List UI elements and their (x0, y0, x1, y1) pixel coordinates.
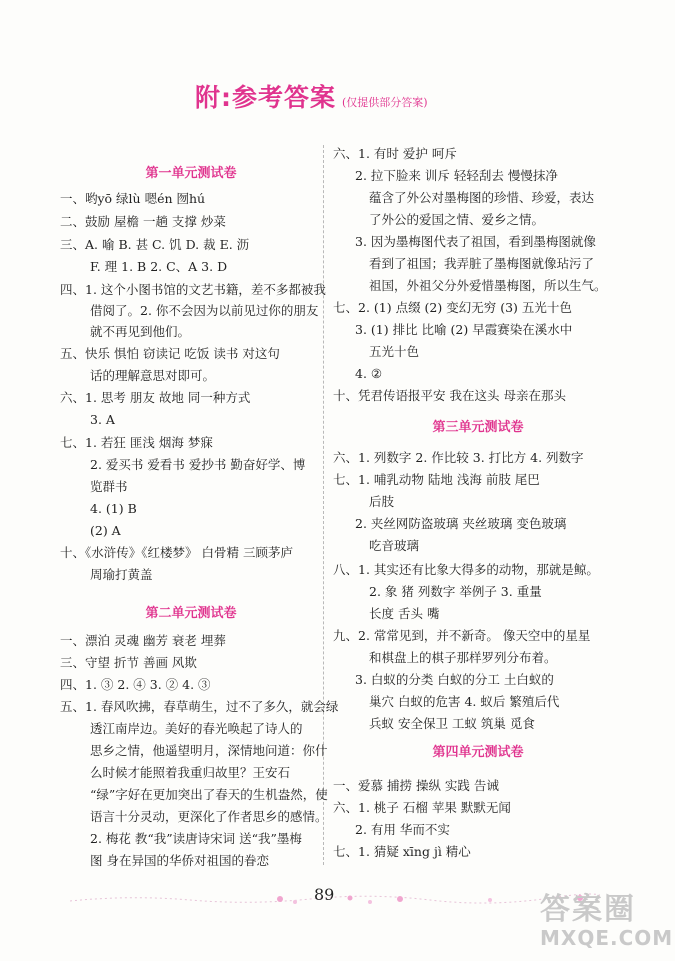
answer-line: 思乡之情，他遥望明月，深情地问道：你什 (90, 743, 328, 758)
answer-line: 三、A. 喻 B. 甚 C. 饥 D. 裁 E. 沥 (60, 237, 250, 252)
answer-line: 蕴含了外公对墨梅图的珍惜、珍爱，表达 (369, 190, 595, 205)
answer-line: 2. 有用 华而不实 (355, 822, 450, 837)
answer-line: 后肢 (369, 494, 395, 509)
watermark-url: MXQE.COM (540, 926, 674, 950)
answer-line: 巢穴 白蚁的危害 4. 蚁后 繁殖后代 (369, 694, 560, 709)
answer-line: 十、凭君传语报平安 我在这头 母亲在那头 (333, 388, 566, 403)
answer-header (195, 78, 428, 114)
section-title-unit-4: 第四单元测试卷 (432, 745, 524, 760)
answer-line: 4. ② (355, 366, 383, 381)
answer-line: 六、1. 桃子 石榴 苹果 默默无闻 (333, 800, 511, 815)
answer-line: 语言十分灵动，更深化了作者思乡的感情。 (90, 809, 328, 824)
answer-line: 兵蚁 安全保卫 工蚁 筑巢 觅食 (369, 716, 535, 731)
answer-line: 周瑜打黄盖 (90, 567, 153, 582)
answer-line: 三、守望 折节 善画 风欺 (60, 655, 197, 670)
answer-line: “绿”字好在更加突出了春天的生机盎然，使 (90, 787, 328, 802)
answer-line: 3. A (90, 412, 115, 427)
answer-line: 就不再见到他们。 (90, 324, 191, 339)
answer-line: 2. 梅花 教“我”读唐诗宋词 送“我”墨梅 (90, 831, 302, 846)
answer-line: 长度 舌头 嘴 (369, 606, 440, 621)
answer-line: 七、1. 若狂 匪浅 烟海 梦寐 (60, 435, 213, 450)
answer-line: 3. 白蚁的分类 白蚁的分工 土白蚁的 (355, 672, 554, 687)
answer-line: 览群书 (90, 479, 128, 494)
page-number: 89 (314, 885, 335, 904)
answer-line: (2) A (90, 523, 121, 538)
answer-line: 四、1. ③ 2. ④ 3. ② 4. ③ (60, 677, 211, 692)
answer-line: 2. 拉下脸来 训斥 轻轻刮去 慢慢抹净 (355, 168, 558, 183)
answer-line: 和棋盘上的棋子那样罗列分布着。 (369, 650, 557, 665)
answer-line: 六、1. 列数字 2. 作比较 3. 打比方 4. 列数字 (333, 450, 584, 465)
answer-header-title: 附:参考答案 (195, 83, 336, 112)
answer-line: 一、哟yō 绿lù 嗯én 囫hú (60, 191, 206, 206)
answer-line: F. 理 1. B 2. C、A 3. D (90, 259, 228, 274)
answer-line: 五、1. 春风吹拂，春草萌生，过不了多久，就会绿 (60, 699, 339, 714)
answer-line: 六、1. 思考 朋友 故地 同一种方式 (60, 390, 251, 405)
answer-line: 么时候才能照着我重归故里？王安石 (90, 765, 291, 780)
answer-line: 2. 夹丝网防盗玻璃 夹丝玻璃 变色玻璃 (355, 516, 567, 531)
answer-line: 看到了祖国；我弄脏了墨梅图就像玷污了 (369, 256, 595, 271)
answer-line: 一、漂泊 灵魂 幽芳 衰老 埋葬 (60, 633, 226, 648)
answer-line: 透江南岸边。美好的春光唤起了诗人的 (90, 721, 303, 736)
site-watermark (540, 892, 674, 953)
answer-line: 五光十色 (369, 344, 420, 359)
answer-line: 五、快乐 惧怕 窃读记 吃饭 读书 对这句 (60, 346, 280, 361)
answer-line: 一、爱慕 捕捞 操纵 实践 告诫 (333, 778, 499, 793)
section-title-unit-1: 第一单元测试卷 (145, 166, 237, 181)
answer-line: 八、1. 其实还有比象大得多的动物，那就是鲸。 (333, 562, 599, 577)
answer-line: 二、鼓励 屋檐 一趟 支撑 炒菜 (60, 214, 226, 229)
answer-line: 十、《水浒传》《红楼梦》 白骨精 三顾茅庐 (60, 545, 293, 560)
answer-line: 七、2. (1) 点缀 (2) 变幻无穷 (3) 五光十色 (333, 300, 572, 315)
answer-line: 七、1. 哺乳动物 陆地 浅海 前肢 尾巴 (333, 472, 540, 487)
answer-header-note: (仅提供部分答案) (342, 96, 428, 109)
answer-line: 3. (1) 排比 比喻 (2) 早霞赛染在溪水中 (355, 322, 573, 337)
answer-line: 话的理解意思对即可。 (90, 368, 216, 383)
answer-line: 借阅了。2. 你不会因为以前见过你的朋友 (90, 303, 319, 318)
answer-line: 了外公的爱国之情、爱乡之情。 (369, 212, 545, 227)
answer-line: 吃音玻璃 (369, 538, 420, 553)
watermark-logo-text: 答案圈 (540, 892, 636, 927)
footer-dot-decoration (70, 893, 600, 905)
section-title-unit-2: 第二单元测试卷 (145, 606, 237, 621)
answer-line: 祖国，外祖父分外爱惜墨梅图，所以生气。 (369, 278, 607, 293)
answer-line: 四、1. 这个小图书馆的文艺书籍，差不多都被我 (60, 282, 326, 297)
answer-line: 图 身在异国的华侨对祖国的眷恋 (90, 853, 269, 868)
answer-line: 七、1. 猜疑 xīng jì 精心 (333, 844, 471, 859)
answer-line: 九、2. 常常见到，并不新奇。 像天空中的星星 (333, 628, 591, 643)
answer-line: 2. 爱买书 爱看书 爱抄书 勤奋好学、博 (90, 457, 306, 472)
answer-line: 3. 因为墨梅图代表了祖国，看到墨梅图就像 (355, 234, 596, 249)
section-title-unit-3: 第三单元测试卷 (432, 420, 524, 435)
answer-line: 六、1. 有时 爱护 呵斥 (333, 146, 457, 161)
answer-line: 4. (1) B (90, 501, 137, 516)
answer-line: 2. 象 猪 列数字 举例子 3. 重量 (369, 584, 542, 599)
